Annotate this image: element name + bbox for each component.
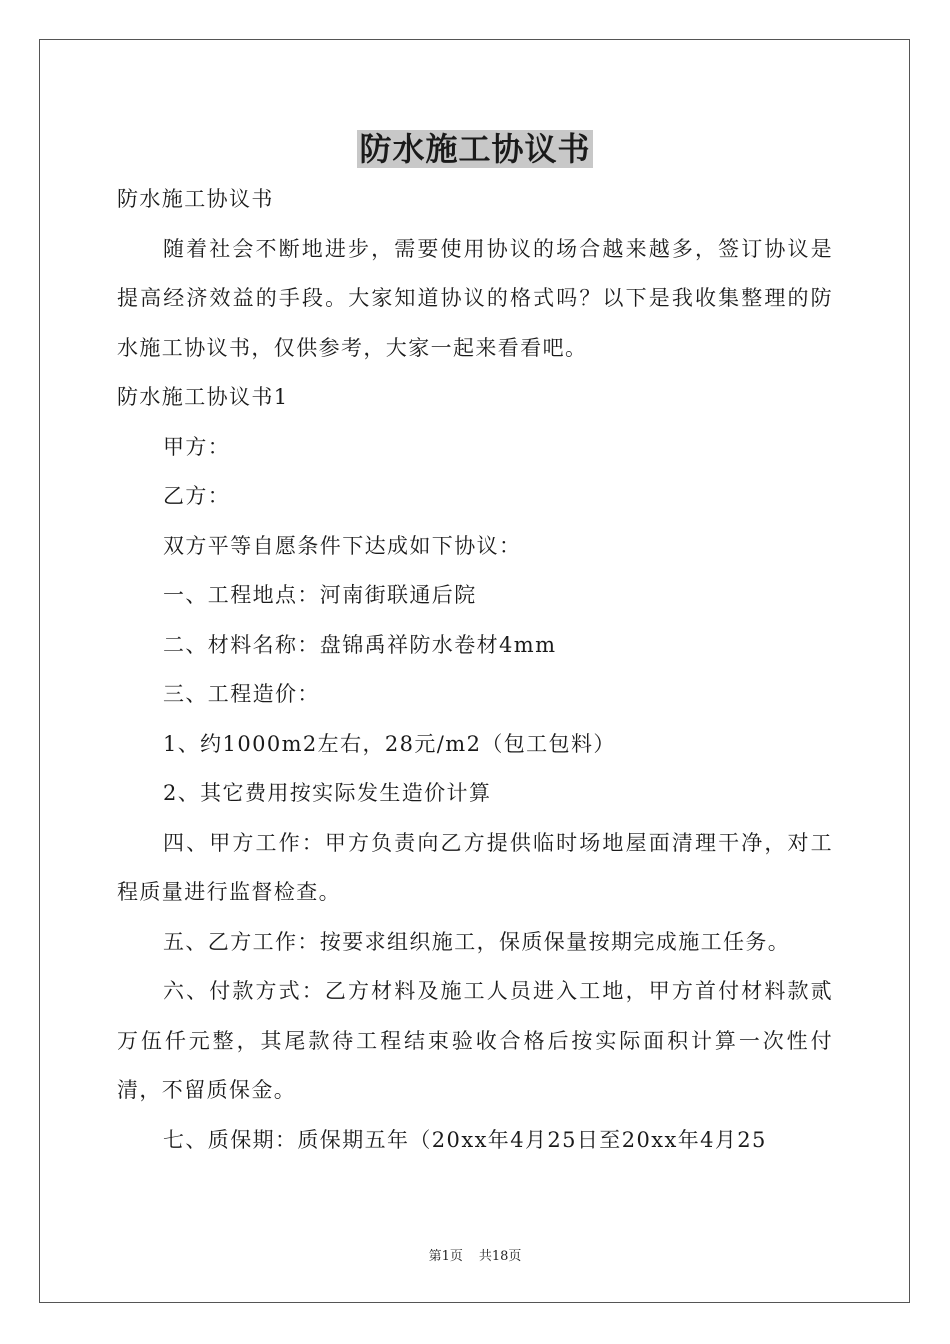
paragraph-clause-5: 五、乙方工作：按要求组织施工，保质保量按期完成施工任务。	[163, 929, 791, 954]
document-title-text: 防水施工协议书	[359, 130, 591, 168]
document-body	[117, 175, 833, 1165]
page-number: 第1页	[428, 1249, 463, 1264]
page-total: 共18页	[478, 1249, 522, 1264]
paragraph-clause-3-item-2: 2、其它费用按实际发生造价计算	[163, 781, 492, 805]
paragraph-clause-3: 三、工程造价：	[163, 682, 320, 706]
paragraph-party-a: 甲方：	[163, 434, 231, 459]
paragraph-clause-6: 六、付款方式：乙方材料及施工人员进入工地，甲方首付材料款贰万伍仟元整，其尾款待工程结束验收合格后按实际面积计算一次性付清，不留质保金。	[117, 979, 833, 1102]
paragraph-clause-7: 七、质保期：质保期五年（20xx年4月25日至20xx年4月25	[163, 1127, 767, 1152]
paragraph-clause-3-item-1: 1、约1000m2左右，28元/m2（包工包料）	[163, 731, 616, 756]
paragraph-intro: 随着社会不断地进步，需要使用协议的场合越来越多，签订协议是提高经济效益的手段。大家知道协议的格式吗？以下是我收集整理的防水施工协议书，仅供参考，大家一起来看看吧。	[117, 236, 833, 360]
paragraph-section-title: 防水施工协议书1	[117, 385, 289, 409]
paragraph-heading: 防水施工协议书	[117, 187, 274, 211]
paragraph-clause-2: 二、材料名称：盘锦禹祥防水卷材4mm	[163, 632, 557, 657]
page-footer	[0, 1248, 950, 1266]
document-title	[0, 124, 950, 174]
paragraph-agreement: 双方平等自愿条件下达成如下协议：	[163, 533, 522, 558]
paragraph-clause-4: 四、甲方工作：甲方负责向乙方提供临时场地屋面清理干净，对工程质量进行监督检查。	[117, 830, 833, 904]
paragraph-clause-1: 一、工程地点：河南街联通后院	[163, 583, 477, 607]
paragraph-party-b: 乙方：	[163, 484, 231, 508]
